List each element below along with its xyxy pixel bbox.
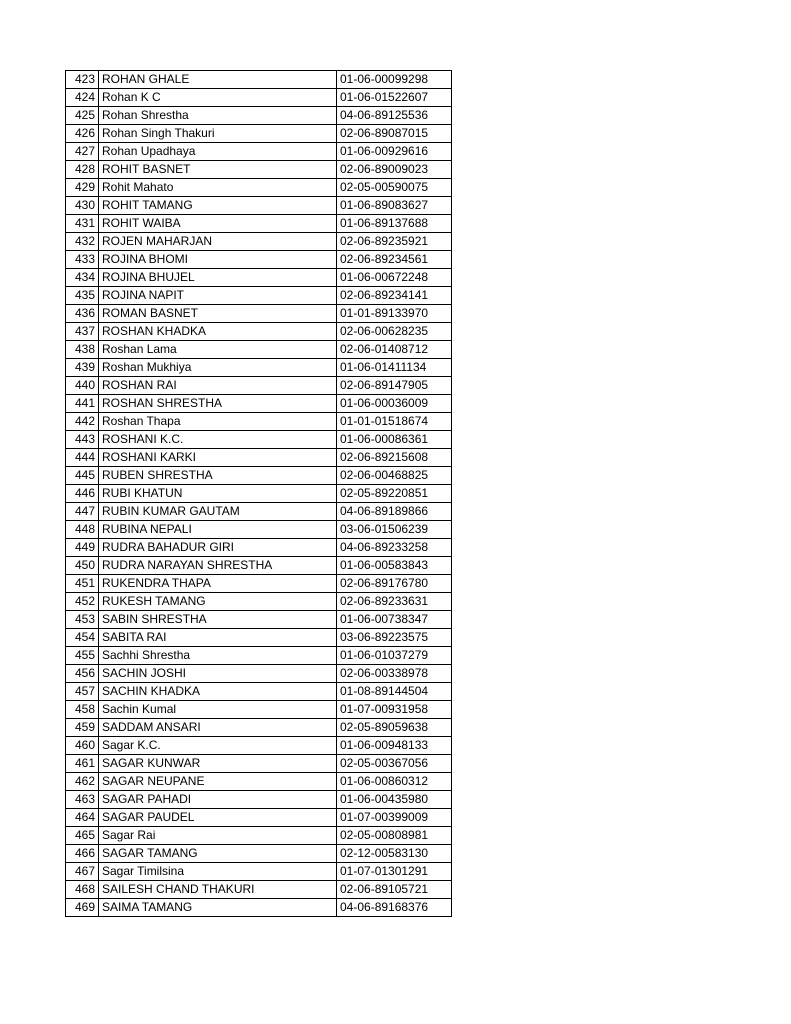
name-cell: SAGAR KUNWAR xyxy=(99,755,337,773)
row-number-cell: 461 xyxy=(66,755,99,773)
name-cell: RUKESH TAMANG xyxy=(99,593,337,611)
name-cell: RUDRA BAHADUR GIRI xyxy=(99,539,337,557)
table-row xyxy=(66,881,452,899)
code-cell: 02-05-89220851 xyxy=(337,485,452,503)
row-number-cell: 435 xyxy=(66,287,99,305)
code-cell: 01-06-01037279 xyxy=(337,647,452,665)
name-cell: RUBEN SHRESTHA xyxy=(99,467,337,485)
row-number-cell: 456 xyxy=(66,665,99,683)
name-cell: Sachhi Shrestha xyxy=(99,647,337,665)
name-cell: ROHIT BASNET xyxy=(99,161,337,179)
row-number-cell: 444 xyxy=(66,449,99,467)
code-cell: 01-07-00399009 xyxy=(337,809,452,827)
table-row xyxy=(66,827,452,845)
code-cell: 02-12-00583130 xyxy=(337,845,452,863)
table-row xyxy=(66,521,452,539)
table-row xyxy=(66,215,452,233)
row-number-cell: 440 xyxy=(66,377,99,395)
name-cell: SAGAR NEUPANE xyxy=(99,773,337,791)
table-row xyxy=(66,269,452,287)
code-cell: 02-06-89105721 xyxy=(337,881,452,899)
row-number-cell: 443 xyxy=(66,431,99,449)
row-number-cell: 466 xyxy=(66,845,99,863)
name-cell: SABITA RAI xyxy=(99,629,337,647)
name-cell: Rohit Mahato xyxy=(99,179,337,197)
code-cell: 01-01-01518674 xyxy=(337,413,452,431)
table-row xyxy=(66,539,452,557)
table-row xyxy=(66,503,452,521)
row-number-cell: 468 xyxy=(66,881,99,899)
row-number-cell: 434 xyxy=(66,269,99,287)
row-number-cell: 454 xyxy=(66,629,99,647)
name-cell: Sachin Kumal xyxy=(99,701,337,719)
row-number-cell: 462 xyxy=(66,773,99,791)
code-cell: 01-07-00931958 xyxy=(337,701,452,719)
code-cell: 04-06-89189866 xyxy=(337,503,452,521)
table-row xyxy=(66,233,452,251)
name-cell: RUDRA NARAYAN SHRESTHA xyxy=(99,557,337,575)
name-cell: RUBINA NEPALI xyxy=(99,521,337,539)
code-cell: 01-06-00099298 xyxy=(337,71,452,89)
table-row xyxy=(66,809,452,827)
code-cell: 01-06-01411134 xyxy=(337,359,452,377)
name-cell: Rohan Singh Thakuri xyxy=(99,125,337,143)
name-cell: ROSHANI K.C. xyxy=(99,431,337,449)
name-cell: ROJINA BHOMI xyxy=(99,251,337,269)
row-number-cell: 452 xyxy=(66,593,99,611)
table-row xyxy=(66,395,452,413)
name-cell: ROHIT TAMANG xyxy=(99,197,337,215)
name-cell: Roshan Mukhiya xyxy=(99,359,337,377)
row-number-cell: 463 xyxy=(66,791,99,809)
name-cell: SAIMA TAMANG xyxy=(99,899,337,917)
row-number-cell: 431 xyxy=(66,215,99,233)
code-cell: 02-06-00338978 xyxy=(337,665,452,683)
row-number-cell: 446 xyxy=(66,485,99,503)
name-cell: SAGAR TAMANG xyxy=(99,845,337,863)
row-number-cell: 450 xyxy=(66,557,99,575)
code-cell: 01-06-00036009 xyxy=(337,395,452,413)
row-number-cell: 455 xyxy=(66,647,99,665)
code-cell: 01-06-89083627 xyxy=(337,197,452,215)
table-row xyxy=(66,161,452,179)
table-row xyxy=(66,377,452,395)
table-row xyxy=(66,125,452,143)
name-cell: ROHIT WAIBA xyxy=(99,215,337,233)
code-cell: 01-01-89133970 xyxy=(337,305,452,323)
name-cell: RUBI KHATUN xyxy=(99,485,337,503)
row-number-cell: 433 xyxy=(66,251,99,269)
code-cell: 02-06-89235921 xyxy=(337,233,452,251)
table-row xyxy=(66,665,452,683)
row-number-cell: 438 xyxy=(66,341,99,359)
code-cell: 01-06-00948133 xyxy=(337,737,452,755)
row-number-cell: 457 xyxy=(66,683,99,701)
row-number-cell: 449 xyxy=(66,539,99,557)
table-row xyxy=(66,683,452,701)
table-row xyxy=(66,413,452,431)
table-row xyxy=(66,647,452,665)
row-number-cell: 436 xyxy=(66,305,99,323)
code-cell: 01-08-89144504 xyxy=(337,683,452,701)
table-row xyxy=(66,899,452,917)
name-cell: Rohan Shrestha xyxy=(99,107,337,125)
name-cell: ROJINA NAPIT xyxy=(99,287,337,305)
row-number-cell: 445 xyxy=(66,467,99,485)
table-row xyxy=(66,719,452,737)
row-number-cell: 432 xyxy=(66,233,99,251)
code-cell: 01-06-00929616 xyxy=(337,143,452,161)
table-row xyxy=(66,467,452,485)
code-cell: 02-06-89215608 xyxy=(337,449,452,467)
code-cell: 02-06-89176780 xyxy=(337,575,452,593)
row-number-cell: 430 xyxy=(66,197,99,215)
table-row xyxy=(66,755,452,773)
code-cell: 02-06-89234561 xyxy=(337,251,452,269)
code-cell: 03-06-89223575 xyxy=(337,629,452,647)
name-cell: Rohan K C xyxy=(99,89,337,107)
table-row xyxy=(66,287,452,305)
code-cell: 02-05-00367056 xyxy=(337,755,452,773)
code-cell: 01-06-00860312 xyxy=(337,773,452,791)
row-number-cell: 442 xyxy=(66,413,99,431)
code-cell: 04-06-89233258 xyxy=(337,539,452,557)
row-number-cell: 437 xyxy=(66,323,99,341)
table-row xyxy=(66,359,452,377)
row-number-cell: 427 xyxy=(66,143,99,161)
name-cell: SAGAR PAUDEL xyxy=(99,809,337,827)
table-row xyxy=(66,611,452,629)
name-cell: SACHIN JOSHI xyxy=(99,665,337,683)
row-number-cell: 429 xyxy=(66,179,99,197)
code-cell: 02-06-00468825 xyxy=(337,467,452,485)
name-cell: Roshan Thapa xyxy=(99,413,337,431)
name-cell: ROSHANI KARKI xyxy=(99,449,337,467)
code-cell: 01-06-00583843 xyxy=(337,557,452,575)
table-row xyxy=(66,863,452,881)
code-cell: 02-05-00590075 xyxy=(337,179,452,197)
code-cell: 02-06-89087015 xyxy=(337,125,452,143)
name-cell: SAGAR PAHADI xyxy=(99,791,337,809)
name-cell: SAILESH CHAND THAKURI xyxy=(99,881,337,899)
table-row xyxy=(66,845,452,863)
row-number-cell: 428 xyxy=(66,161,99,179)
row-number-cell: 458 xyxy=(66,701,99,719)
table-row xyxy=(66,107,452,125)
code-cell: 01-06-00738347 xyxy=(337,611,452,629)
code-cell: 02-06-89234141 xyxy=(337,287,452,305)
name-cell: ROSHAN SHRESTHA xyxy=(99,395,337,413)
table-row xyxy=(66,485,452,503)
name-cell: SABIN SHRESTHA xyxy=(99,611,337,629)
row-number-cell: 423 xyxy=(66,71,99,89)
table-row xyxy=(66,557,452,575)
code-cell: 01-06-00435980 xyxy=(337,791,452,809)
row-number-cell: 453 xyxy=(66,611,99,629)
row-number-cell: 425 xyxy=(66,107,99,125)
table-row xyxy=(66,323,452,341)
table-row xyxy=(66,791,452,809)
code-cell: 02-06-00628235 xyxy=(337,323,452,341)
name-cell: Sagar Rai xyxy=(99,827,337,845)
row-number-cell: 460 xyxy=(66,737,99,755)
table-row xyxy=(66,431,452,449)
row-number-cell: 465 xyxy=(66,827,99,845)
table-row xyxy=(66,737,452,755)
name-cell: Sagar Timilsina xyxy=(99,863,337,881)
name-cell: ROJEN MAHARJAN xyxy=(99,233,337,251)
name-cell: SACHIN KHADKA xyxy=(99,683,337,701)
row-number-cell: 469 xyxy=(66,899,99,917)
name-cell: ROSHAN RAI xyxy=(99,377,337,395)
code-cell: 02-05-89059638 xyxy=(337,719,452,737)
table-row xyxy=(66,179,452,197)
name-cell: ROMAN BASNET xyxy=(99,305,337,323)
name-cell: ROHAN GHALE xyxy=(99,71,337,89)
row-number-cell: 426 xyxy=(66,125,99,143)
code-cell: 02-06-89147905 xyxy=(337,377,452,395)
name-cell: Rohan Upadhaya xyxy=(99,143,337,161)
code-cell: 01-07-01301291 xyxy=(337,863,452,881)
row-number-cell: 439 xyxy=(66,359,99,377)
row-number-cell: 467 xyxy=(66,863,99,881)
name-cell: Roshan Lama xyxy=(99,341,337,359)
table-row xyxy=(66,773,452,791)
name-cell: Sagar K.C. xyxy=(99,737,337,755)
code-cell: 02-06-01408712 xyxy=(337,341,452,359)
table-row xyxy=(66,341,452,359)
table-row xyxy=(66,575,452,593)
name-cell: RUKENDRA THAPA xyxy=(99,575,337,593)
row-number-cell: 448 xyxy=(66,521,99,539)
code-cell: 01-06-00672248 xyxy=(337,269,452,287)
code-cell: 04-06-89125536 xyxy=(337,107,452,125)
table-row xyxy=(66,143,452,161)
roster-table-body xyxy=(66,71,452,917)
table-row xyxy=(66,629,452,647)
code-cell: 03-06-01506239 xyxy=(337,521,452,539)
code-cell: 01-06-00086361 xyxy=(337,431,452,449)
table-row xyxy=(66,305,452,323)
row-number-cell: 424 xyxy=(66,89,99,107)
name-cell: ROJINA BHUJEL xyxy=(99,269,337,287)
row-number-cell: 441 xyxy=(66,395,99,413)
table-row xyxy=(66,89,452,107)
table-row xyxy=(66,197,452,215)
code-cell: 04-06-89168376 xyxy=(337,899,452,917)
row-number-cell: 447 xyxy=(66,503,99,521)
name-cell: RUBIN KUMAR GAUTAM xyxy=(99,503,337,521)
code-cell: 02-06-89009023 xyxy=(337,161,452,179)
name-cell: SADDAM ANSARI xyxy=(99,719,337,737)
code-cell: 02-06-89233631 xyxy=(337,593,452,611)
code-cell: 01-06-01522607 xyxy=(337,89,452,107)
table-row xyxy=(66,593,452,611)
name-cell: ROSHAN KHADKA xyxy=(99,323,337,341)
code-cell: 02-05-00808981 xyxy=(337,827,452,845)
row-number-cell: 464 xyxy=(66,809,99,827)
table-row xyxy=(66,251,452,269)
table-row xyxy=(66,701,452,719)
code-cell: 01-06-89137688 xyxy=(337,215,452,233)
row-number-cell: 459 xyxy=(66,719,99,737)
table-row xyxy=(66,449,452,467)
table-row xyxy=(66,71,452,89)
row-number-cell: 451 xyxy=(66,575,99,593)
roster-table xyxy=(65,70,452,917)
